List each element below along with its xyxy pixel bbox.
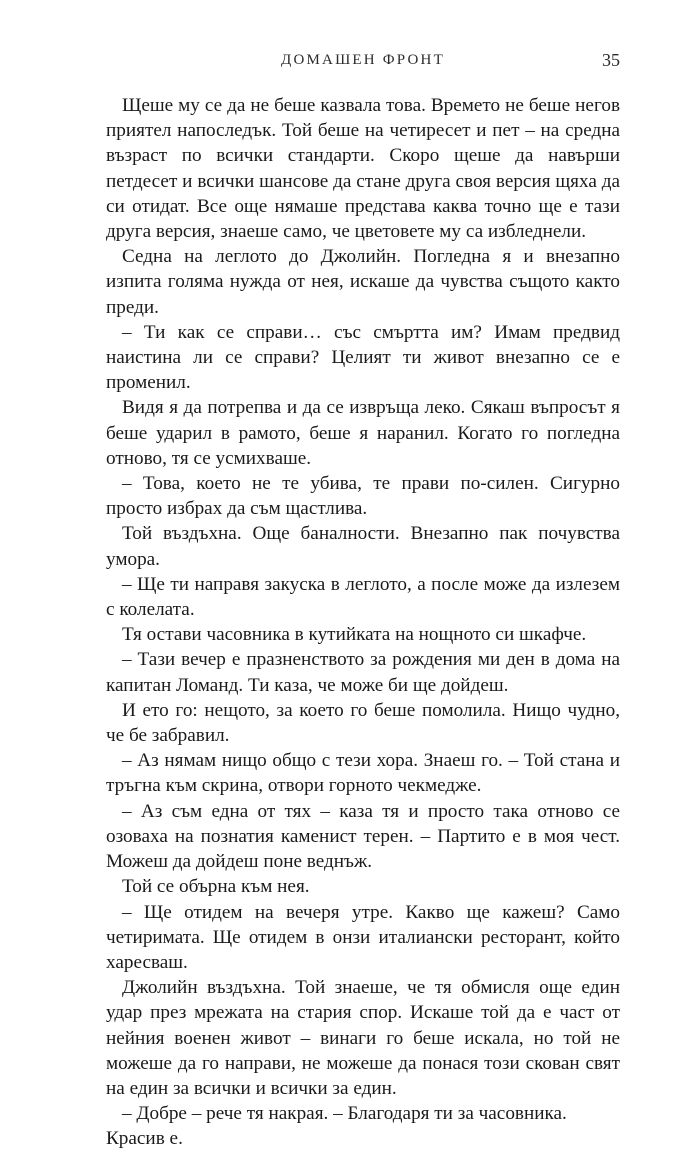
running-head: [106, 52, 620, 78]
paragraph: – Ще ти направя закуска в леглото, а после може да излезем с колелата.: [106, 573, 620, 621]
paragraph: И ето го: нещото, за което го беше помолила. Нищо чудно, че бе забравил.: [106, 699, 620, 747]
running-title: ДОМАШЕН ФРОНТ: [281, 52, 445, 68]
paragraph: – Аз нямам нищо общо с тези хора. Знаеш го. – Той стана и тръгна към скрина, отвори горното чекмедже.: [106, 750, 620, 797]
paragraph: – Ти как се справи… със смъртта им? Имам предвид наистина ли се справи? Целият ти живот внезапно се е променил.: [106, 321, 620, 394]
paragraph: Седна на леглото до Джолийн. Погледна я и внезапно изпита голяма нужда от нея, искаше да чувства същото както преди.: [106, 246, 620, 318]
paragraph: Щеше му се да не беше казвала това. Времето не беше негов приятел напоследък. Той беше на четиресет и пет – на средна възраст по всички стандарти. Скоро щеше да навърши петдесет и всички шансове да стане друга своя версия щяха да си отидат. Все още нямаше представа каква точно ще е тази друга версия, знаеше само, че цветовете му са избледнели.: [106, 95, 620, 243]
paragraph: – Аз съм една от тях – каза тя и просто така отново се озоваха на познатия каменист терен. – Партито е в моя чест. Можеш да дойдеш поне веднъж.: [106, 800, 620, 873]
paragraph: Видя я да потрепва и да се извръща леко. Сякаш въпросът я беше ударил в рамото, беше я наранил. Когато го погледна отново, тя се усмихваше.: [106, 397, 620, 469]
paragraph: Той се обърна към нея.: [122, 876, 310, 898]
page-number: 35: [602, 50, 620, 70]
paragraph: Тя остави часовника в кутийката на нощното си шкафче.: [122, 624, 587, 646]
paragraph: – Тази вечер е празненството за рождения ми ден в дома на капитан Ломанд. Ти каза, че може би ще дойдеш.: [106, 649, 620, 696]
paragraph: – Добре – рече тя накрая. – Благодаря ти за часовника. Красив е.: [106, 1103, 567, 1150]
paragraph: Той въздъхна. Още баналности. Внезапно пак почувства умора.: [106, 523, 620, 570]
paragraph: Джолийн въздъхна. Той знаеше, че тя обмисля още един удар през мрежата на стария спор. Искаше той да е част от нейния военен живот – винаги го беше искала, но той не можеше да го направи, не можеше да понася този скован свят на един за всички и всички за един.: [106, 977, 620, 1099]
body-text: [106, 93, 620, 1152]
paragraph: – Ще отидем на вечеря утре. Какво ще кажеш? Само четиримата. Ще отидем в онзи италиански ресторант, който харесваш.: [106, 901, 620, 973]
paragraph: – Това, което не те убива, те прави по-силен. Сигурно просто избрах да съм щастлива.: [106, 473, 620, 520]
